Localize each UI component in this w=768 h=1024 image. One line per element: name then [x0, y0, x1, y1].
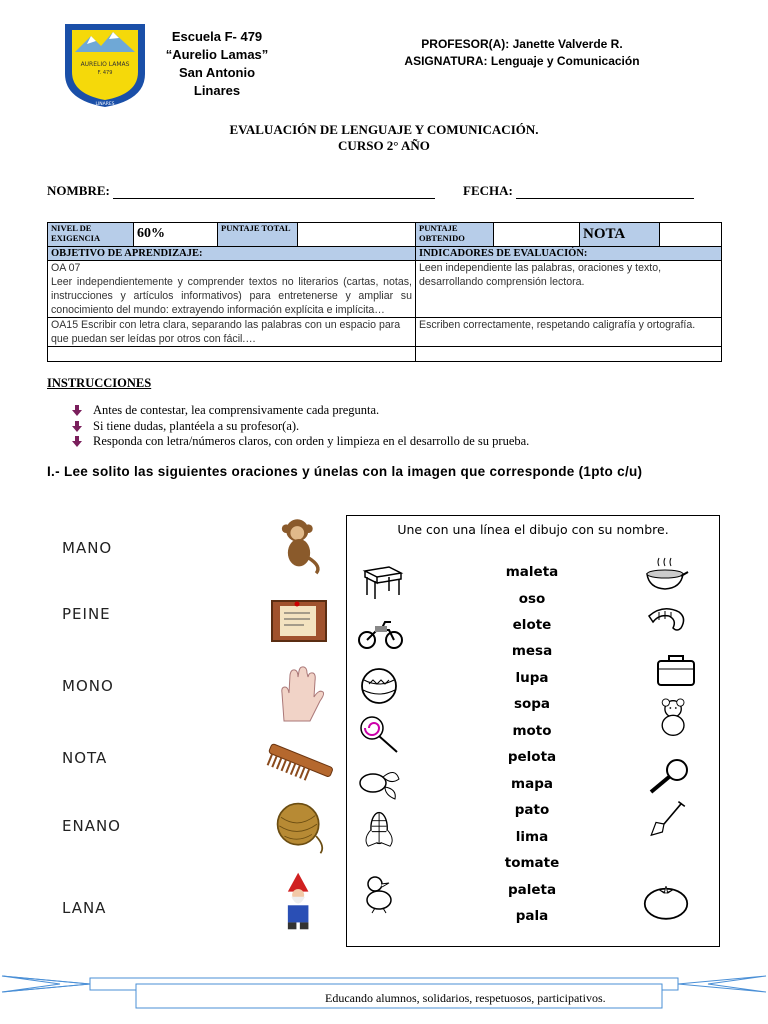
school-city: Linares [193, 83, 241, 98]
word-paleta: paleta [507, 882, 557, 898]
date-line[interactable] [516, 198, 694, 199]
instructions-list [72, 403, 529, 450]
puntaje-obtenido-label: PUNTAJE OBTENIDO [416, 223, 494, 247]
word-sopa: sopa [513, 696, 551, 712]
school-logo [63, 22, 147, 108]
subject-name: ASIGNATURA: Lenguaje y Comunicación [404, 54, 640, 68]
oa07-text: Leer independientemente y comprender textos no literarios (cartas, notas, instrucciones y artículos informativos) para entretenerse y ampliar su conocimiento del mundo: extrayendo información explícita e implícita… [51, 276, 412, 316]
bullet-arrow-icon [72, 421, 82, 432]
magnifying-glass-icon [647, 756, 693, 796]
instructions-title: INSTRUCCIONES [47, 376, 152, 390]
word-mapa: mapa [511, 776, 553, 792]
school-subname: “Aurelio Lamas” [165, 47, 269, 62]
indicator-1: Leen independiente las palabras, oraciones y texto, desarrollando comprensión lectora. [416, 261, 722, 318]
word-moto: moto [512, 723, 552, 739]
objetivo-header: OBJETIVO DE APRENDIZAJE: [48, 247, 416, 261]
word-maleta: maleta [505, 564, 559, 580]
instruction-item [72, 434, 529, 450]
word-label: MANO [62, 539, 113, 557]
word-mesa: mesa [511, 643, 553, 659]
instruction-item [72, 403, 529, 419]
comb-icon [264, 735, 334, 795]
school-town: San Antonio [178, 65, 256, 80]
monkey-icon [264, 515, 334, 575]
oa07-cell [48, 261, 416, 318]
motorcycle-icon [357, 614, 403, 654]
right-matching-activity [346, 515, 720, 947]
word-oso: oso [518, 591, 546, 607]
duck-icon [359, 874, 405, 914]
shrimp-icon [643, 602, 689, 642]
instruction-text: Antes de contestar, lea comprensivamente cada pregunta. [93, 403, 380, 417]
instruction-text: Responda con letra/números claros, con orden y limpieza en el desarrollo de su prueba. [93, 434, 530, 448]
puntaje-total-value[interactable] [298, 223, 416, 247]
name-line[interactable] [113, 198, 435, 199]
activity-title: Une con una línea el dibujo con su nombre. [397, 522, 669, 537]
puntaje-total-label: PUNTAJE TOTAL [218, 223, 298, 247]
word-label: PEINE [62, 605, 111, 623]
note-icon [264, 591, 334, 651]
nivel-value: 60% [134, 223, 218, 247]
empty-cell [48, 347, 416, 362]
nota-label: NOTA [580, 223, 660, 247]
oa15-text: OA15 Escribir con letra clara, separando las palabras con un espacio para que puedan ser leídas por otros con fácil.… [48, 318, 416, 347]
bullet-arrow-icon [72, 436, 82, 447]
shovel-icon [645, 800, 691, 840]
school-name: Escuela F- 479 [171, 29, 263, 44]
evaluation-table [47, 222, 722, 362]
word-pala: pala [515, 908, 549, 924]
nivel-label: NIVEL DE EXIGENCIA [48, 223, 134, 247]
section-1-title: I.- Lee solito las siguientes oraciones y únelas con la imagen que corresponde (1pto c/u) [47, 464, 643, 479]
word-label: LANA [62, 899, 107, 917]
logo-text-top: AURELIO LAMAS [80, 61, 130, 68]
school-info [152, 28, 282, 100]
word-label: MONO [62, 677, 114, 695]
exam-title-line2: CURSO 2° AÑO [338, 138, 430, 153]
teacher-name: PROFESOR(A): Janette Valverde R. [421, 37, 623, 51]
gnome-icon [264, 871, 334, 931]
name-field[interactable] [47, 183, 435, 199]
lollipop-icon [357, 714, 403, 754]
left-matching-activity [44, 513, 334, 953]
instruction-text: Si tiene dudas, plantéela a su profesor(a). [93, 418, 300, 433]
word-lupa: lupa [515, 670, 549, 686]
empty-cell [416, 347, 722, 362]
footer-motto: Educando alumnos, solidarios, respetuosos, participativos. [325, 991, 606, 1005]
nota-value[interactable] [660, 223, 722, 247]
logo-text-num: F. 479 [97, 70, 113, 76]
word-label: NOTA [62, 749, 108, 767]
indicadores-header: INDICADORES DE EVALUACIÓN: [416, 247, 722, 261]
corn-icon [357, 808, 403, 848]
teacher-info [372, 36, 672, 70]
name-label: NOMBRE: [47, 183, 110, 198]
word-label: ENANO [62, 817, 121, 835]
soup-bowl-icon [643, 554, 689, 594]
date-field[interactable] [463, 183, 694, 199]
exam-title [0, 122, 768, 154]
word-pato: pato [514, 802, 550, 818]
date-label: FECHA: [463, 183, 513, 198]
lime-icon [357, 761, 403, 801]
word-lima: lima [515, 829, 549, 845]
logo-text-bottom: LINARES [95, 102, 115, 107]
table-icon [359, 561, 405, 601]
ball-icon [359, 666, 405, 706]
bullet-arrow-icon [72, 405, 82, 416]
oa07-code: OA 07 [51, 262, 81, 274]
puntaje-obtenido-value[interactable] [494, 223, 580, 247]
tomato-icon [643, 882, 689, 922]
word-elote: elote [512, 617, 552, 633]
exam-title-line1: EVALUACIÓN DE LENGUAJE Y COMUNICACIÓN. [229, 122, 539, 137]
instruction-item [72, 419, 529, 435]
word-pelota: pelota [507, 749, 557, 765]
word-tomate: tomate [504, 855, 560, 871]
yarn-ball-icon [264, 795, 334, 855]
indicator-2: Escriben correctamente, respetando caligrafía y ortografía. [416, 318, 722, 347]
hand-icon [264, 663, 334, 723]
suitcase-icon [655, 651, 701, 691]
teddy-bear-icon [651, 698, 697, 738]
